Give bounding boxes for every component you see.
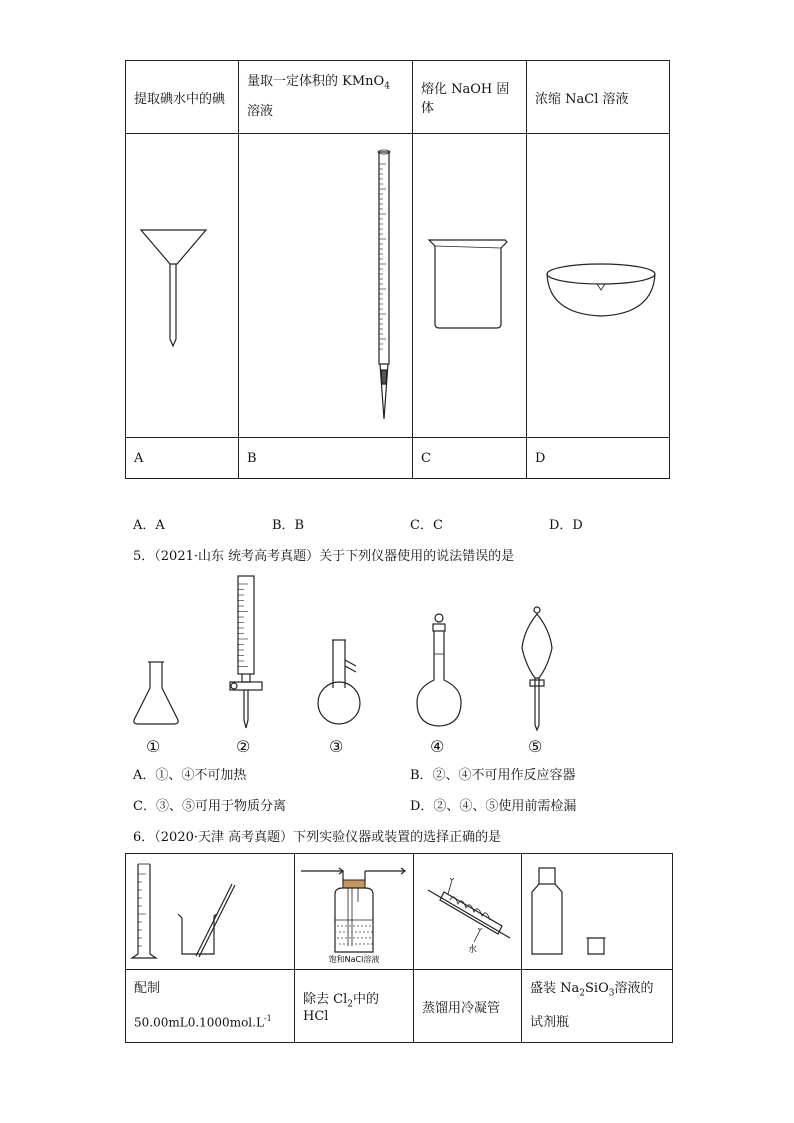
cylinder-and-beaker-icon	[126, 854, 294, 969]
funnel-icon	[126, 134, 238, 437]
solution-dot	[353, 937, 354, 938]
solution-dot	[337, 937, 338, 938]
q5-number-3: ③	[329, 737, 344, 756]
table1-label-a: A	[126, 438, 239, 479]
table1-header-d: 浓缩 NaCl 溶液	[527, 61, 670, 134]
burette-image	[239, 134, 413, 438]
solution-dot	[359, 943, 360, 944]
solution-dot	[359, 931, 360, 932]
solution-dot	[361, 925, 362, 926]
beaker-icon	[413, 134, 526, 437]
q5-number-5: ⑤	[528, 737, 543, 756]
solution-dot	[367, 943, 368, 944]
q4-option-d[interactable]: D．D	[549, 518, 583, 533]
q6-image-a	[126, 854, 295, 970]
gas-washing-bottle-icon	[295, 854, 413, 969]
solution-dot	[363, 943, 364, 944]
solution-dot	[357, 937, 358, 938]
q4-option-c[interactable]: C．C	[410, 518, 443, 533]
distillation-flask-icon	[318, 640, 360, 724]
volumetric-flask-icon	[417, 614, 461, 726]
q5-instruments-figure	[120, 570, 590, 735]
saturated-nacl-label: 饱和NaCl溶液	[328, 955, 380, 964]
solution-dot	[367, 931, 368, 932]
q6-stem: 6．（2020·天津 高考真题）下列实验仪器或装置的选择正确的是	[133, 830, 502, 845]
solution-dot	[349, 925, 350, 926]
table1-label-c: C	[413, 438, 527, 479]
solution-dot	[357, 925, 358, 926]
solution-dot	[347, 931, 348, 932]
table1-label-b: B	[239, 438, 413, 479]
table1-label-d: D	[527, 438, 670, 479]
evaporating-dish-icon	[527, 134, 669, 437]
burette-icon	[239, 134, 412, 437]
evaporating-dish-image	[527, 134, 670, 438]
q5-stem: 5．（2021·山东 统考高考真题）关于下列仪器使用的说法错误的是	[133, 549, 515, 564]
condenser-icon	[414, 854, 521, 969]
q6-image-d	[522, 854, 673, 970]
solution-dot	[339, 931, 340, 932]
solution-dot	[369, 925, 370, 926]
q6-cell-c: 蒸馏用冷凝管	[414, 970, 522, 1043]
table1-header-b: 量取一定体积的 KMnO$_4$ 溶液	[239, 61, 413, 134]
solution-dot	[355, 943, 356, 944]
water-label: 水	[468, 945, 478, 955]
q6-table	[125, 853, 673, 1043]
solution-dot	[339, 943, 340, 944]
solution-dot	[365, 925, 366, 926]
table1-header-c: 熔化 NaOH 固体	[413, 61, 527, 134]
q6-cell-d: 盛装 $Na_2SiO_3$溶液的 试剂瓶	[522, 970, 673, 1043]
solution-dot	[351, 931, 352, 932]
q6-image-b	[295, 854, 414, 970]
reagent-bottle-icon	[522, 854, 672, 969]
q6-image-c	[414, 854, 522, 970]
acid-burette-icon	[230, 576, 262, 728]
solution-dot	[347, 943, 348, 944]
solution-dot	[365, 937, 366, 938]
solution-dot	[341, 937, 342, 938]
table1-header-a: 提取碘水中的碘	[126, 61, 239, 134]
solution-dot	[345, 937, 346, 938]
q5-option-b[interactable]: B．②、④不可用作反应容器	[410, 768, 576, 783]
solution-dot	[345, 925, 346, 926]
solution-dot	[371, 931, 372, 932]
apparatus-table	[125, 60, 670, 479]
solution-dot	[353, 925, 354, 926]
q5-option-d[interactable]: D．②、④、⑤使用前需检漏	[410, 799, 577, 814]
beaker-image	[413, 134, 527, 438]
solution-dot	[349, 937, 350, 938]
q6-cell-a: 配制 $50.00mL0.1000mol.L^{-1}$	[126, 970, 295, 1043]
q4-option-a[interactable]: A．A	[133, 518, 165, 533]
q5-number-1: ①	[146, 737, 161, 756]
q5-option-a[interactable]: A．①、④不可加热	[133, 768, 247, 783]
solution-dot	[341, 925, 342, 926]
q5-number-2: ②	[236, 737, 251, 756]
solution-dot	[369, 937, 370, 938]
solution-dot	[343, 931, 344, 932]
conical-flask-icon	[134, 662, 178, 724]
q5-number-4: ④	[430, 737, 445, 756]
solution-dot	[371, 943, 372, 944]
q4-option-b[interactable]: B．B	[272, 518, 305, 533]
q5-option-c[interactable]: C．③、⑤可用于物质分离	[133, 799, 286, 814]
funnel-image	[126, 134, 239, 438]
solution-dot	[363, 931, 364, 932]
solution-dot	[351, 943, 352, 944]
separatory-funnel-icon	[522, 607, 552, 730]
solution-dot	[337, 925, 338, 926]
q6-cell-b: 除去 $Cl_2$中的 HCl	[295, 970, 414, 1043]
solution-dot	[361, 937, 362, 938]
solution-dot	[355, 931, 356, 932]
solution-dot	[343, 943, 344, 944]
